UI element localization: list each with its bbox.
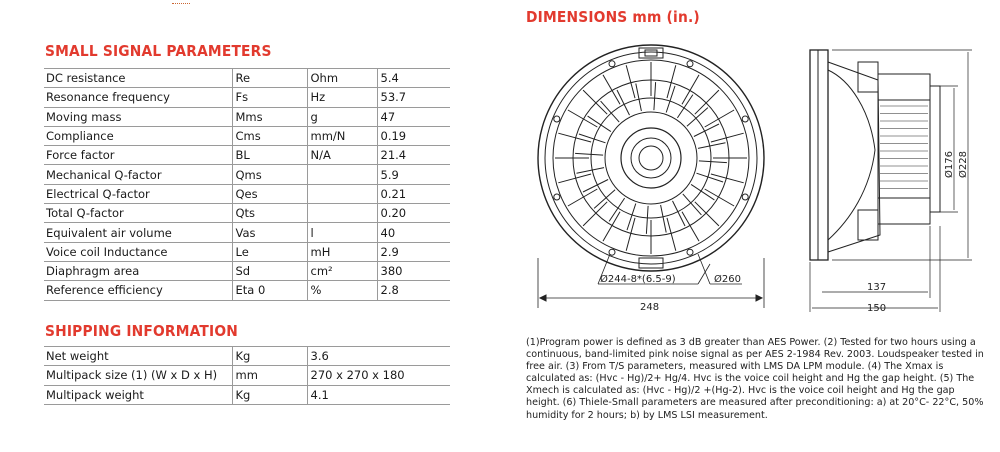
shipping-cell: 3.6 bbox=[307, 347, 450, 366]
front-width-label: 248 bbox=[640, 302, 660, 313]
dimensions-drawing bbox=[520, 40, 990, 320]
signal-cell: Hz bbox=[307, 88, 377, 107]
dia-228-label: Ø228 bbox=[958, 151, 969, 178]
signal-cell: 2.8 bbox=[377, 281, 450, 300]
signal-cell: l bbox=[307, 223, 377, 242]
signal-cell: Fs bbox=[232, 88, 307, 107]
signal-cell: BL bbox=[232, 146, 307, 165]
signal-cell: 0.20 bbox=[377, 204, 450, 223]
shipping-cell: Net weight bbox=[44, 347, 232, 366]
outer-dia-label: Ø260 bbox=[714, 274, 741, 285]
shipping-row bbox=[44, 347, 450, 366]
signal-cell: Ohm bbox=[307, 69, 377, 88]
signal-cell: Reference efficiency bbox=[44, 281, 232, 300]
small-signal-heading: SMALL SIGNAL PARAMETERS bbox=[45, 42, 272, 60]
signal-cell: 47 bbox=[377, 107, 450, 126]
signal-cell: Qts bbox=[232, 204, 307, 223]
dimensions-heading: DIMENSIONS mm (in.) bbox=[526, 8, 700, 26]
signal-cell: DC resistance bbox=[44, 69, 232, 88]
signal-row bbox=[44, 126, 450, 145]
shipping-cell: Multipack weight bbox=[44, 385, 232, 404]
signal-cell: 5.9 bbox=[377, 165, 450, 184]
signal-cell: Sd bbox=[232, 261, 307, 280]
signal-row bbox=[44, 107, 450, 126]
signal-cell: Moving mass bbox=[44, 107, 232, 126]
signal-cell: mm/N bbox=[307, 126, 377, 145]
shipping-cell: mm bbox=[232, 366, 307, 385]
signal-cell: Qms bbox=[232, 165, 307, 184]
signal-cell: Voice coil Inductance bbox=[44, 242, 232, 261]
signal-cell bbox=[307, 165, 377, 184]
signal-cell: 21.4 bbox=[377, 146, 450, 165]
signal-cell: Equivalent air volume bbox=[44, 223, 232, 242]
top-crop-mark bbox=[172, 0, 190, 4]
signal-cell: 53.7 bbox=[377, 88, 450, 107]
footnotes: (1)Program power is defined as 3 dB greater than AES Power. (2) Tested for two hours using a continuous, band-limited pink noise signal as per AES 2-1984 Rev. 2003. Loudspeaker tested in free air. (3) From T/S parameters, measured with LMS DA LPM module. (4) The Xmax is calculated as: (Hvc - Hg)/2+ Hg/4. Hvc is the voice coil height and Hg the gap height. (5) The Xmech is calculated as: (Hvc - Hg)/2 +(Hg-2). Hvc is the voice coil height and Hg the gap height. (6) Thiele-Small parameters are measured after preconditioning: a) at 20°C- 22°C, 50% humidity for 2 hours; b) by LMS LSI measurement. bbox=[526, 337, 984, 421]
shipping-cell: Kg bbox=[232, 385, 307, 404]
signal-cell: Cms bbox=[232, 126, 307, 145]
signal-cell: Mms bbox=[232, 107, 307, 126]
depth-137-label: 137 bbox=[867, 282, 887, 293]
signal-row bbox=[44, 242, 450, 261]
signal-cell: Qes bbox=[232, 184, 307, 203]
signal-row bbox=[44, 281, 450, 300]
signal-cell: Le bbox=[232, 242, 307, 261]
signal-cell: Diaphragm area bbox=[44, 261, 232, 280]
signal-cell: Eta 0 bbox=[232, 281, 307, 300]
front-view bbox=[538, 45, 764, 271]
signal-cell: % bbox=[307, 281, 377, 300]
signal-row bbox=[44, 204, 450, 223]
signal-row bbox=[44, 184, 450, 203]
signal-cell: Compliance bbox=[44, 126, 232, 145]
signal-cell: 0.21 bbox=[377, 184, 450, 203]
signal-cell: N/A bbox=[307, 146, 377, 165]
shipping-table bbox=[44, 346, 450, 405]
signal-cell: 0.19 bbox=[377, 126, 450, 145]
shipping-cell: Kg bbox=[232, 347, 307, 366]
signal-cell: Force factor bbox=[44, 146, 232, 165]
signal-cell: 2.9 bbox=[377, 242, 450, 261]
signal-row bbox=[44, 261, 450, 280]
signal-cell: mH bbox=[307, 242, 377, 261]
signal-cell: 40 bbox=[377, 223, 450, 242]
shipping-cell: 4.1 bbox=[307, 385, 450, 404]
signal-row bbox=[44, 146, 450, 165]
shipping-cell: 270 x 270 x 180 bbox=[307, 366, 450, 385]
shipping-cell: Multipack size (1) (W x D x H) bbox=[44, 366, 232, 385]
signal-cell: Re bbox=[232, 69, 307, 88]
signal-cell: Resonance frequency bbox=[44, 88, 232, 107]
signal-cell bbox=[307, 204, 377, 223]
dia-176-label: Ø176 bbox=[944, 151, 955, 178]
signal-row bbox=[44, 69, 450, 88]
holes-label: Ø244-8*(6.5-9) bbox=[600, 274, 676, 285]
shipping-heading: SHIPPING INFORMATION bbox=[45, 322, 238, 340]
shipping-row bbox=[44, 385, 450, 404]
signal-cell: Electrical Q-factor bbox=[44, 184, 232, 203]
small-signal-table bbox=[44, 68, 450, 301]
signal-cell: Vas bbox=[232, 223, 307, 242]
side-view bbox=[810, 50, 972, 312]
signal-cell: Total Q-factor bbox=[44, 204, 232, 223]
signal-cell: Mechanical Q-factor bbox=[44, 165, 232, 184]
signal-row bbox=[44, 223, 450, 242]
shipping-row bbox=[44, 366, 450, 385]
signal-row bbox=[44, 88, 450, 107]
signal-cell: 5.4 bbox=[377, 69, 450, 88]
signal-row bbox=[44, 165, 450, 184]
signal-cell: g bbox=[307, 107, 377, 126]
depth-150-label: 150 bbox=[867, 303, 887, 314]
signal-cell: cm² bbox=[307, 261, 377, 280]
signal-cell bbox=[307, 184, 377, 203]
signal-cell: 380 bbox=[377, 261, 450, 280]
